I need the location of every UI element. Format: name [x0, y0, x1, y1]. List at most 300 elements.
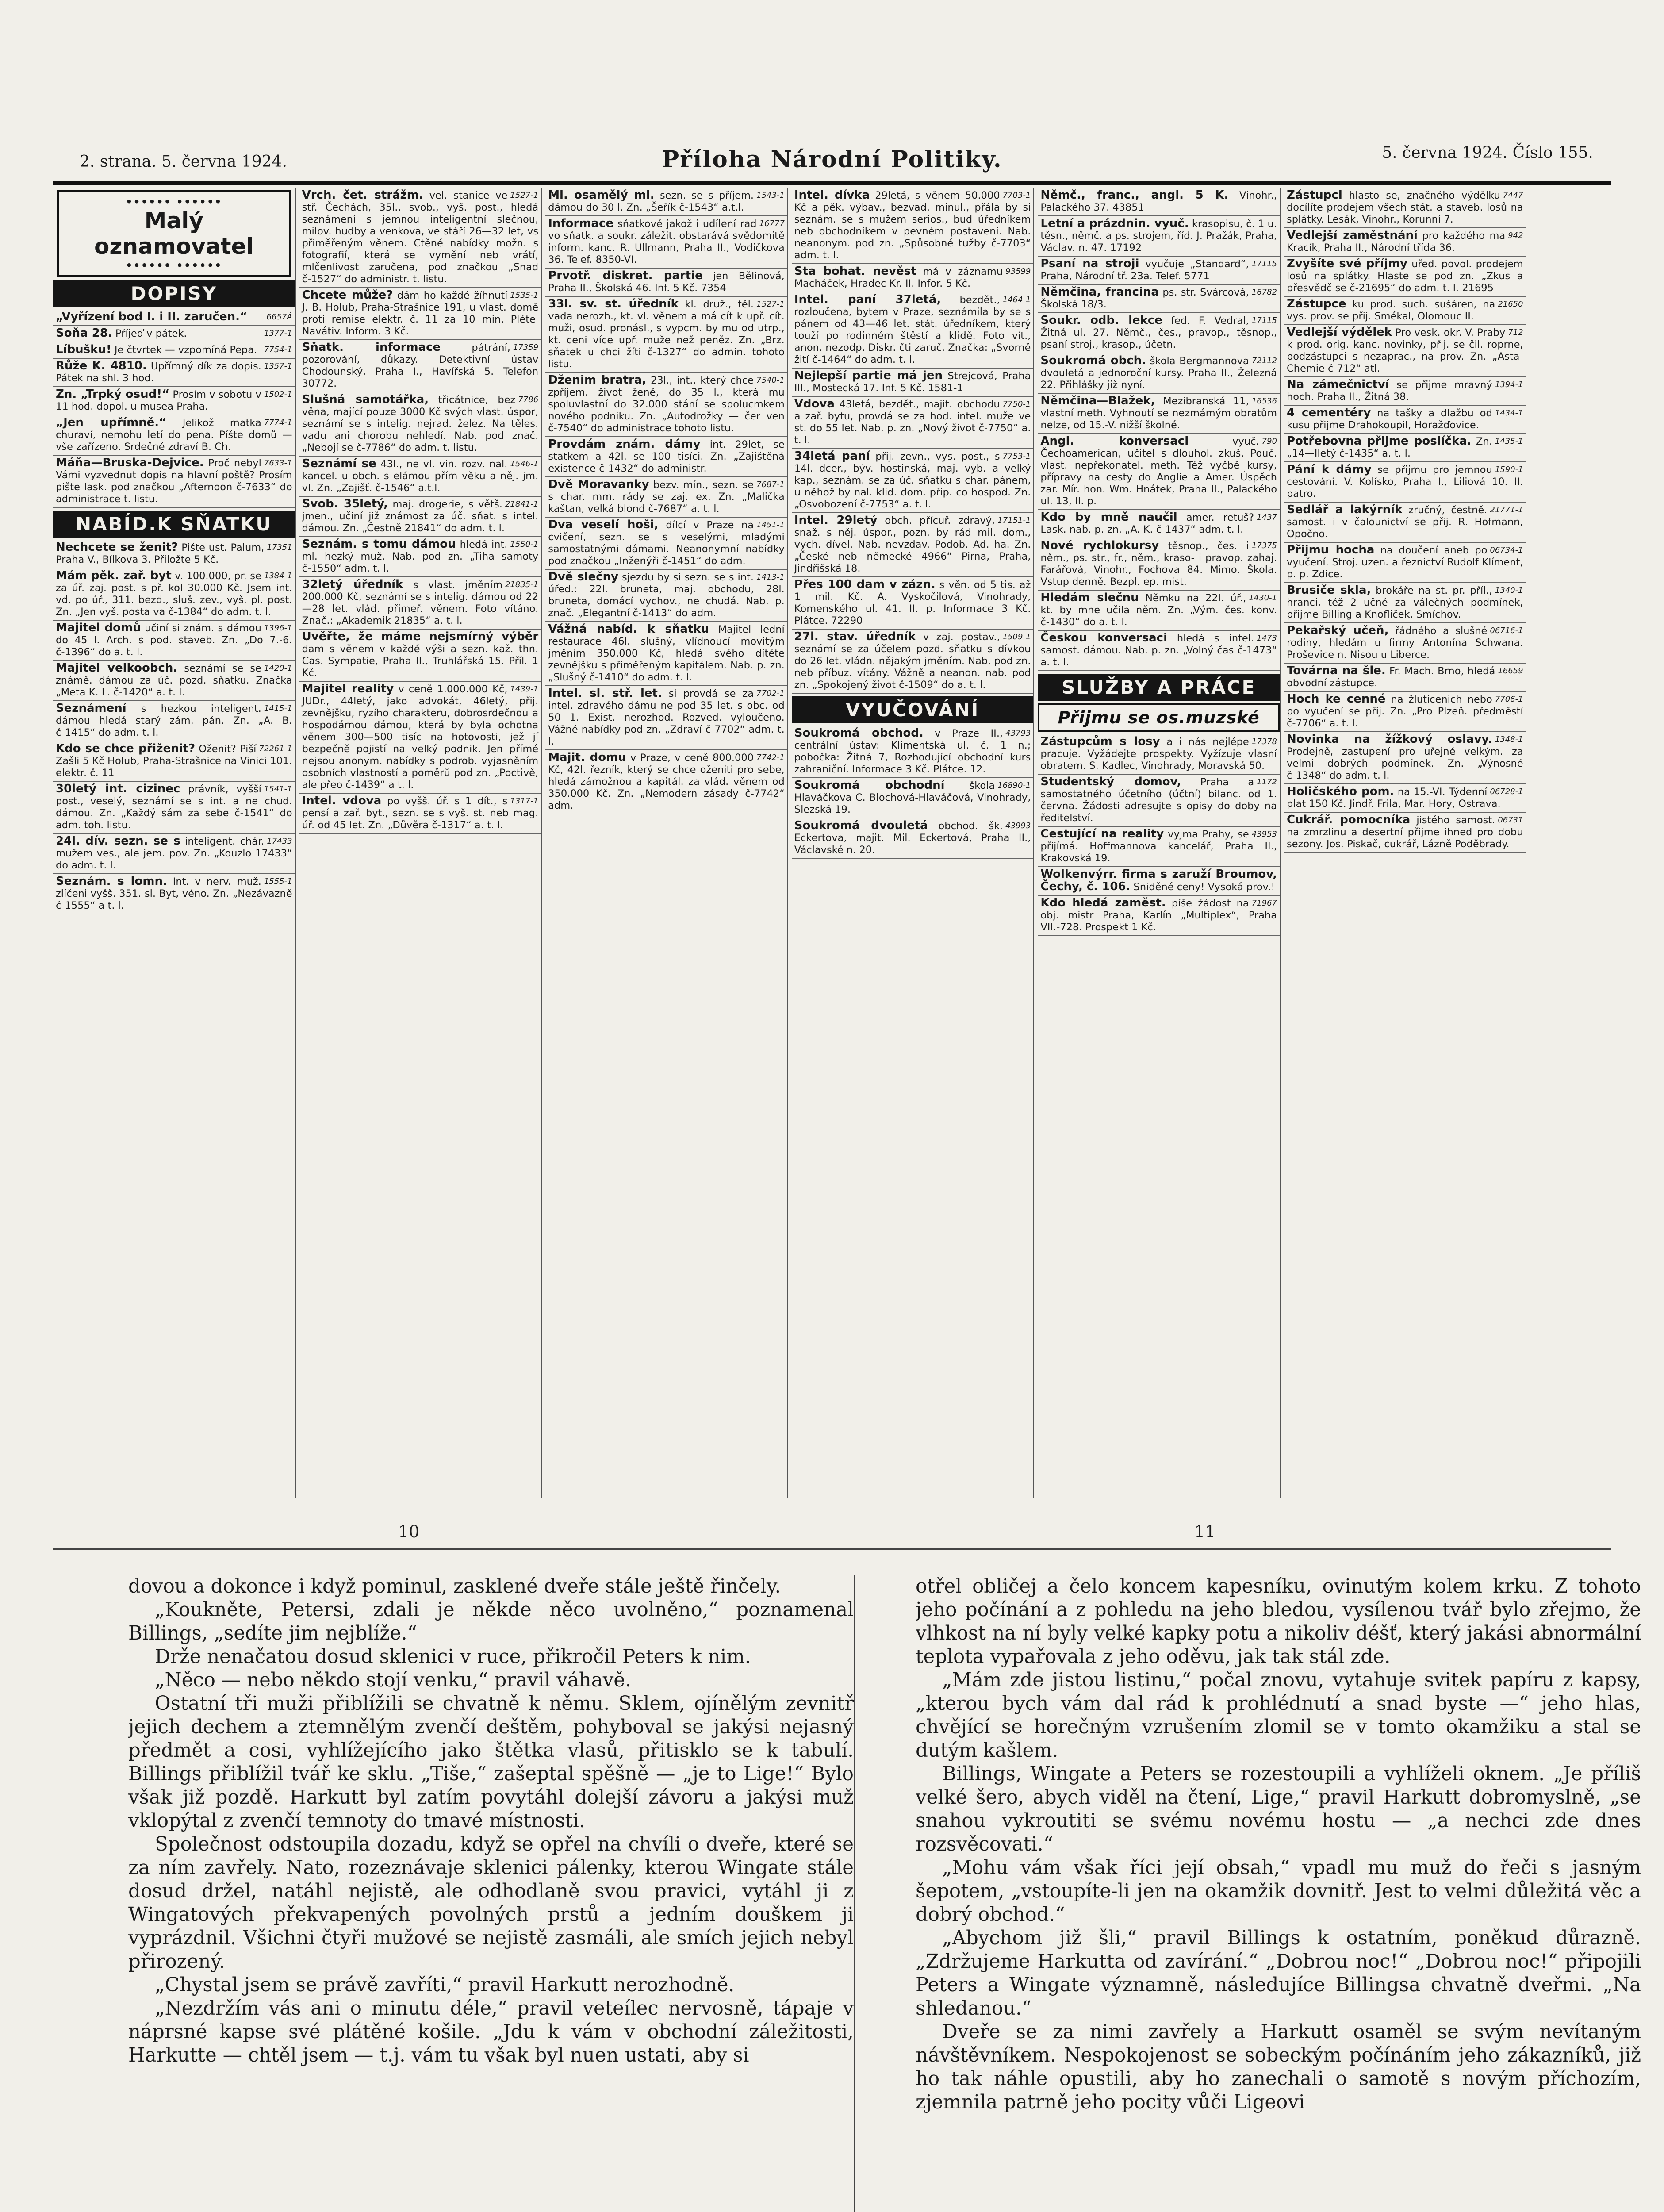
classified-ad [1284, 664, 1526, 692]
ad-code: 17115 [1251, 259, 1277, 269]
ad-body: zručný, čestně. samost. i v čalounictví se přij. R. Hofmann, Opočno. [1287, 504, 1523, 540]
ad-title: Intel. sl. stř. let. [548, 687, 662, 700]
classified-ad [1038, 510, 1280, 538]
classified-ad [53, 540, 295, 568]
ad-code: 21650 [1498, 300, 1523, 309]
classified-ad [545, 750, 787, 814]
ad-body: si provdá se za intel. zdravého dámu ne pod 35 let. s obc. od 50 1. Exist. nerozhod. Rozved. vyloučeno. Vážné nabídky pod zn. „Zdraví č-7702“ adm. t. l. [548, 688, 785, 747]
ad-code: 1509-1 [1002, 632, 1031, 641]
ad-code: 93599 [1005, 267, 1031, 276]
ad-title: Angl. konversaci [1040, 434, 1189, 448]
classified-ad [1284, 462, 1526, 503]
ad-body: v Praze, v ceně 800.000 Kč, 42l. řezník, který se chce oženiti pro sebe, hledá zámožnou a kapitál. za vlád. věnem od 350.000 Kč. Zn. „Nemodern zásady č-7742“ adm. [548, 752, 785, 811]
classified-ad [1038, 775, 1280, 827]
ad-title: Přes 100 dam v zázn. [794, 578, 936, 591]
classified-ad [1038, 827, 1280, 867]
ad-code: 17151-1 [997, 516, 1031, 525]
ad-code: 1543-1 [756, 191, 785, 200]
ad-code: 1413-1 [756, 572, 785, 582]
ad-code: 16777 [759, 219, 785, 228]
story-paragraph: Billings, Wingate a Peters se rozestoupili a vyhlíželi oknem. „Je příliš velké šero, abych viděl na čtení, Lige,“ pravil Harkutt dobromyslně, „se snahou vykroutiti se svému novému hostu — „a nechci zde dnes rozsvěcovati.“ [916, 1763, 1641, 1855]
classified-ad [1284, 188, 1526, 228]
page-number-left: 10 [398, 1522, 420, 1541]
ad-code: 21841-1 [505, 499, 539, 509]
ad-code: 1451-1 [756, 520, 785, 530]
classified-ad [792, 188, 1034, 264]
ad-code: 06734-1 [1490, 545, 1523, 555]
story-paragraph: Ostatní tři muži přiblížili se chvatně k němu. Sklem, ojínělým zevnitř jejich dechem a ztemnělým zvenčí deštěm, pohyboval se jakýsi nejasný předmět a cosi, vyhlížejícího jako štětka vlasů, přitisklo se k tabulí. Billings přiblížil tvář ke sklu. „Tiše,“ zašeptal spěšně — „je to Lige!“ Bylo však již pozdě. Harkutt byl zatím povytáhl dolejší závoru a jakýsi muž vklopýtal z zvenčí temnoty do tmavé místnosti. [128, 1693, 854, 1832]
ad-title: Slušná samotářka, [302, 393, 429, 406]
newspaper-title: Příloha Národní Politiky. [662, 146, 1002, 173]
story-paragraph: „Mohu vám však říci její obsah,“ vpadl mu muž do řeči s jasným šepotem, „vstoupíte-li jen na okamžik dovnitř. Jest to velmi důležitá věc a dobrý obchod.“ [916, 1857, 1641, 1926]
ad-code: 790 [1261, 437, 1277, 446]
ad-code: 7447 [1503, 191, 1523, 200]
ad-title: Pekařský učeň, [1287, 624, 1389, 637]
page-number-right: 11 [1194, 1522, 1216, 1541]
ad-title: Intel. 29letý [794, 514, 878, 527]
classified-ad [1284, 543, 1526, 583]
ad-code: 21771-1 [1490, 505, 1523, 515]
classified-ad [545, 269, 787, 297]
classified-ad [1038, 867, 1280, 896]
classified-ad [53, 621, 295, 661]
story-column-left [128, 1575, 854, 2212]
ad-title: Svob. 35letý, [302, 497, 388, 511]
ad-body: kl. druž., těl. vada nerozh., kt. vl. věnem a má cít k upř. cít. muži, osud. pronásl., s vypcm. by mu od utrp., kt. ceni více upř. muže než peněz. Zn. „Brz. sňatek u chci žíti č-1327“ do admin. tohoto listu. [548, 299, 785, 370]
ad-body: dám ho každé žíhnutí J. B. Holub, Praha-Strašnice 191, u vlast. domě proti remise elektr. č. 11 za 10 min. Plétel Navátiv. Inform. 3 Kč. [302, 290, 539, 337]
classified-ad [792, 778, 1034, 818]
classified-ad [299, 457, 541, 497]
ad-body: 43l., ne vl. vin. rozv. nal. kancel. u obch. s elámou přím věku a něj. jm. vl. Zn. „Zajišť. č-1546“ a.t.l. [302, 458, 539, 494]
ad-code: 16782 [1251, 288, 1277, 297]
section-masthead [57, 190, 291, 277]
ad-body: na doučení aneb po vyučení. Stroj. uzen. a řeznictví Rudolf Klíment, p. p. Zdice. [1287, 545, 1523, 580]
masthead-line: Malý [144, 208, 203, 234]
ad-body: Pište ust. Palum, Praha V., Bílkova 3. Přiložte 5 Kč. [56, 542, 265, 565]
ad-code: 1357-1 [264, 361, 292, 371]
ad-code: 16536 [1251, 396, 1277, 406]
ad-body: třicátnice, bez věna, mající pouze 3000 Kč svých vlast. úspor, seznámí se s intelig. nejrad. želez. Na těles. vadu ani chorobu nehledí. Nab. pod znač. „Nebojí se č-7786“ do adm. t. listu. [302, 394, 539, 453]
ad-title: Intel. paní 37letá, [794, 293, 941, 306]
ad-code: 7687-1 [756, 480, 785, 489]
ad-title: Wolkenvýrr. firma s zaruží Broumov, Čechy, č. 106. [1040, 868, 1277, 893]
ad-code: 1434-1 [1495, 408, 1523, 418]
classified-ad [1038, 434, 1280, 510]
ad-title: Zvyšíte své příjmy [1287, 257, 1407, 270]
ad-code: 06731 [1498, 815, 1523, 825]
masthead-dots: •••••• •••••• [126, 259, 222, 272]
ad-title: Dvě Moravanky [548, 478, 649, 491]
ad-body: Jelikož matka churaví, nemohu letí do pena. Píšte domů — vše zařízeno. Srdečné zdraví B. Ch. [56, 417, 292, 453]
classified-ad [1284, 325, 1526, 377]
section-banner: VYUČOVÁNÍ [792, 696, 1034, 723]
ad-code: 1377-1 [264, 329, 292, 338]
story-paragraph: Drže nenačatou dosud sklenici v ruce, přikročil Peters k nim. [155, 1646, 751, 1668]
ad-body: řádného a slušné rodiny, hledám u firmy Antonína Schwana. Proševice n. Nisou u Liberce. [1287, 625, 1523, 661]
ad-title: Na zámečnictví [1287, 378, 1389, 391]
classified-ad [53, 661, 295, 701]
classified-ad [1284, 692, 1526, 732]
ad-body: Vinohr., Palackého 37. 43851 [1040, 190, 1277, 213]
ad-title: Majitel velkoobch. [56, 661, 178, 675]
classified-ad [53, 874, 295, 914]
ad-code: 16890-1 [997, 781, 1031, 790]
ad-title: Majitel domů [56, 621, 141, 634]
classified-ad [299, 288, 541, 340]
classified-ad [299, 340, 541, 392]
section-banner: NABÍD.K SŇATKU [53, 511, 295, 538]
divider-rule [53, 1548, 1611, 1550]
ad-title: Zn. „Trpký osud!“ [56, 388, 170, 401]
ad-body: dílcí v Praze na cvičení, sezn. se s veselými, mladými samostatnými dámami. Neanonymní nabídky pod značkou „Inženýři č-1451“ do adm. [548, 519, 785, 567]
ad-code: 72112 [1251, 356, 1277, 365]
ad-title: Intel. dívka [794, 188, 870, 202]
ad-code: 7702-1 [756, 689, 785, 698]
ad-title: „Vyřízení bod I. i II. zaručen.“ [56, 310, 248, 323]
classified-ad [299, 630, 541, 682]
ad-body: Proč nebyl Vámi vyzvednut dopis na hlavní poště? Prosím pište lask. pod značkou „Afternoon č-7633“ do administrace t. listu. [56, 457, 292, 505]
ad-body: v zaj. postav., seznámí se za účelem pozd. sňatku s dívkou do 26 let. vládn. nějakým jměním. Nab. pod zn. neb příbuz. vítány. Vážně a neanon. nab. pod zn. „Spokojený život č-1509“ do a. t. l. [794, 631, 1031, 691]
story-paragraph: „Mám zde jistou listinu,“ počal znovu, vytahuje svitek papíru z kapsy, „kterou bych vám dal rád k prohlédnutí a snad byste —“ jeho hlas, chvějící se horečným vzrušením zlomil se v tomto okamžiku a stal se dutým kašlem. [916, 1669, 1641, 1762]
classified-ad [792, 513, 1034, 577]
ad-title: 34letá paní [794, 449, 870, 463]
ad-title: Líbušku! [56, 343, 111, 356]
classified-ad [53, 415, 295, 456]
ad-title: Soukromá dvouletá [794, 819, 928, 832]
masthead-dots: •••••• •••••• [126, 196, 222, 208]
story-paragraph: Společnost odstoupila dozadu, když se opřel na chvíli o dveře, které se za ním zavřely. Nato, rozeznávaje sklenici pálenky, kterou Wingate stále dosud držel, natáhl nejistě, ale odhodlaně svou pravici, vytáhl ji z Wingatových překvapených povolných prstů a jedním douškem ji vyprázdnil. Všichni čtyři mužové se nejistě zasmáli, ale smích jejich nebyl přirozený. [128, 1833, 854, 1973]
ad-title: Majit. domu [548, 751, 626, 764]
ad-body: pro každého ma Kracík, Praha II., Národní třída 36. [1287, 230, 1506, 253]
classified-ad [1038, 896, 1280, 936]
ad-body: 43letá, bezdět., majit. obchodu a zař. bytu, provdá se za hod. intel. muže ve st. do 55 let. Nab. p. zn. „Nový život č-7750“ a. t. l. [794, 399, 1031, 446]
ad-code: 1541-1 [264, 784, 292, 794]
section-banner: DOPISY [53, 280, 295, 307]
ad-title: 33l. sv. st. úředník [548, 297, 679, 311]
ad-body: Oženit? Piší Zašli 5 Kč Holub, Praha-Strašnice na Vinici 101. elektr. č. 11 [56, 743, 292, 779]
ad-body: s věn. od 5 tis. až 1 mil. Kč. A. Vyskočilová, Vinohrady, Komenského ul. 41. II. p. Informace 3 Kč. Plátce. 72290 [794, 579, 1031, 626]
ad-title: Seznám. s lomn. [56, 875, 167, 888]
ad-title: Dva veselí hoši, [548, 518, 659, 531]
ad-body: a i nás nejlépe pracuje. Vyžádejte prospekty. Vyžízuje vlasní obratem. S. Kadlec, Vinohrady, Moravská 50. [1040, 736, 1277, 772]
page-numbers [0, 1522, 1664, 1548]
ad-code: 1535-1 [510, 291, 539, 300]
ad-code: 43953 [1251, 830, 1277, 839]
classified-ad [545, 297, 787, 373]
ad-body: hledá s intel. samost. dámou. Nab. p. zn. „Volný čas č-1473“ a. t. l. [1040, 633, 1277, 668]
story-paragraph: „Nezdržím vás ani o minutu déle,“ pravil veteílec nervosně, tápaje v náprsné kapse své plátěné košile. „Jdu k vám v obchodní záležitosti, Harkutte — chtěl jsem — t.j. vám tu však byl nuen ustati, aby si [128, 1997, 854, 2066]
ad-title: Hoch ke cenné [1287, 692, 1386, 706]
ad-body: píše žádost na obj. mistr Praha, Karlín „Multiplex“, Praha VII.-728. Prospekt 1 Kč. [1040, 898, 1277, 933]
ad-code: 17378 [1251, 737, 1277, 746]
ad-title: Dženim bratra, [548, 373, 647, 387]
ad-code: 7703-1 [1002, 191, 1031, 200]
ad-body: 29letá, s věnem 50.000 Kč a pěk. výbav., bezvad. minul., přála by si seznám. se s mužem serios., bud úředníkem neb obchodníkem v pevném postavení. Nab. neanonym. pod zn. „Spůsobné tužby č-7703“ adm. t. l. [794, 190, 1031, 261]
ad-body: Je čtvrtek — vzpomíná Pepa. [114, 344, 257, 356]
ad-title: Seznámení [56, 702, 127, 715]
ad-code: 942 [1508, 231, 1523, 240]
ad-title: Letní a prázdnin. vyuč. [1040, 217, 1189, 230]
ad-title: Provdám znám. dámy [548, 438, 701, 451]
page-header [53, 142, 1611, 181]
ad-body: Prosím v sobotu v 11 hod. dopol. u musea Praha. [56, 389, 261, 412]
ad-title: Dvě slečny [548, 570, 619, 584]
ad-body: bezdět., rozloučena, bytem v Praze, seznámila by se s pánem od 43—46 let. stát. úředníkem, který touží po rodinném štěstí a klidě. Foto vít., anon. nezodp. Diskr. čti zaruč. Značka: „Svorně žití č-1464“ do adm. t. l. [794, 294, 1031, 365]
classified-ad [792, 264, 1034, 292]
ad-body: pátrání, pozorování, důkazy. Detektivní ústav Chodounský, Praha I., Havířská 5. Telefon 30772. [302, 342, 539, 389]
ad-title: Zástupce [1287, 297, 1346, 311]
ads-column [545, 188, 788, 1498]
ad-title: Kdo hledá zaměst. [1040, 896, 1166, 910]
ad-title: Brusiče skla, [1287, 584, 1371, 597]
ad-body: obchod. šk. Eckertova, majit. Mil. Eckertová, Praha II., Václavské n. 20. [794, 820, 1031, 856]
ad-title: Sňatk. informace [302, 341, 441, 354]
ad-title: Intel. vdova [302, 794, 382, 807]
classified-ad [1038, 285, 1280, 313]
classified-ad [299, 682, 541, 794]
ad-code: 1550-1 [510, 540, 539, 549]
ad-body: vyuč. Čechoamerican, učitel s dlouhol. zkuš. Pouč. vlast. nepřekonatel. meth. Též vyčbě kursy, přípravy na cesty do Anglie a Amer. Úspěch zar. Mír. hon. Wm. Hnátek, Praha II., Palackého ul. 13, II. p. [1040, 436, 1277, 507]
ad-code: 1435-1 [1495, 437, 1523, 446]
classified-ad [299, 577, 541, 630]
ad-body: jen Bělinová, Praha II., Školská 46. Inf. 5 Kč. 7354 [548, 270, 785, 294]
ad-code: 712 [1508, 328, 1523, 337]
ad-code: 6657Á [266, 312, 292, 322]
classified-ad [1284, 503, 1526, 543]
ad-code: 1439-1 [510, 684, 539, 694]
classified-ad [545, 373, 787, 437]
ad-code: 1430-1 [1249, 593, 1277, 603]
ad-title: Továrna na šle. [1287, 664, 1386, 677]
classified-ad [53, 741, 295, 782]
ad-code: 7754-1 [264, 345, 292, 354]
ad-title: Potřebovna přijme poslíčka. [1287, 434, 1472, 448]
classified-ad [53, 387, 295, 415]
ad-title: Vážná nabíd. k sňatku [548, 622, 709, 636]
ad-body: v. 100.000, pr. se za úř. zaj. post. s př. kol 30.000 Kč. Jsem int. vd. po úř., 311. bezd., sluš. zev., vyš. pl. post. Zn. „Jen vyš. posta va č-1384“ do adm. t. l. [56, 570, 292, 618]
ad-title: Vedlejší zaměstnání [1287, 229, 1418, 242]
ad-code: 43993 [1005, 821, 1031, 830]
classified-ad [1038, 394, 1280, 434]
ad-title: Soukromá obchodní [794, 779, 945, 792]
ad-title: Psaní na stroji [1040, 257, 1139, 270]
ad-title: Přijmu hocha [1287, 543, 1375, 557]
ad-title: Ml. osamělý ml. [548, 188, 655, 202]
ad-code: 1317-1 [510, 796, 539, 806]
ad-title: Máňa—Bruska-Dejvice. [56, 456, 204, 469]
ad-body: Zn. „14—Iletý č-1435“ a. t. l. [1287, 436, 1492, 459]
ad-body: Majitel lední restaurace 46l. slušný, vlídnoucí movitým jměním 350.000 Kč, hledá svého dítěte zevnějšku s přiměřeným kapitálem. Nab. p. zn. „Slušný č-1410“ do adm. t. l. [548, 624, 785, 683]
classified-ad [1038, 538, 1280, 591]
ad-code: 1384-1 [264, 571, 292, 580]
ad-title: Vedlejší výdělek [1287, 326, 1392, 339]
ad-title: Prvotř. diskret. partie [548, 269, 703, 282]
classified-ad [545, 622, 787, 686]
classified-ad [792, 818, 1034, 859]
classified-ad [53, 782, 295, 834]
ad-title: Zástupcům s losy [1040, 735, 1160, 748]
ad-title: 27l. stav. úředník [794, 630, 916, 643]
ad-title: Kdo se chce přiženit? [56, 742, 196, 755]
ad-code: 1555-1 [264, 877, 292, 886]
ad-title: Nechcete se ženit? [56, 541, 178, 554]
ads-column [53, 188, 296, 1498]
masthead-line: oznamovatel [94, 234, 254, 259]
ad-code: 1396-1 [264, 623, 292, 633]
ad-code: 1437 [1257, 513, 1277, 522]
ad-body: s hezkou inteligent. dámou hledá starý zám. pán. Zn. „A. B. č-1415“ do adm. t. l. [56, 703, 292, 738]
ad-body: int. 29let, se statkem a 42l. se 100 tisíci. Zn. „Zajištěná existence č-1432“ do administr. [548, 439, 785, 474]
classified-ad [53, 701, 295, 741]
story-paragraph: „Abychom již šli,“ pravil Billings k ostatním, poněkud důrazně. „Zdržujeme Harkutta od zavírání.“ „Dobrou noc!“ „Dobrou noc!“ připojili Peters a Wingate významně, následujíce Billingsa chvatně dveřmi. „Na shledanou.“ [916, 1927, 1641, 2020]
classified-ad [1038, 353, 1280, 394]
classified-ad [1284, 434, 1526, 462]
classified-ad [299, 392, 541, 457]
ad-title: Růže K. 4810. [56, 359, 147, 373]
classified-ad [792, 726, 1034, 778]
section-banner: SLUŽBY A PRÁCE [1038, 674, 1280, 701]
ad-title: Vdova [794, 397, 835, 411]
classified-ad [1284, 623, 1526, 664]
classified-ad [792, 630, 1034, 694]
ad-title: Soukromá obch. [1040, 354, 1146, 367]
classified-ad [545, 477, 787, 518]
ad-body: se přijme mravný hoch. Praha II., Žitná 38. [1287, 379, 1492, 403]
ad-body: právník, vyšší post., veselý, seznámí se s int. a ne chud. dámou. Zn. „Každý sám za sebe č-1541“ do adm. toh. listu. [56, 783, 292, 831]
story-paragraph: dovou a dokonce i když pominul, zasklené dveře stále ještě řinčely. [128, 1575, 781, 1598]
ad-code: 72261-1 [259, 744, 292, 753]
classified-ad [1284, 784, 1526, 813]
ad-body: obch. přícuř. zdravý, snaž. s něj. úspor., pozn. by rád mil. dom., vych. dível. Nab. nevzdav. Podob. Ad. ha. Zn. „České neb německé 4966“ Pirna, Praha, Jindřišská 18. [794, 515, 1031, 574]
ad-code: 1394-1 [1495, 380, 1523, 389]
header-rule [53, 181, 1611, 185]
ad-body: jistého samost. na zmrzlinu a desertní přijme ihned pro dobu sezony. Jos. Piskač, cukrář, Lázně Poděbrady. [1287, 814, 1523, 850]
ad-body: Upřímný dík za dopis. Pátek na shl. 3 hod. [56, 361, 261, 384]
ad-title: 32letý úředník [302, 578, 403, 591]
ads-column [1284, 188, 1526, 1498]
ad-code: 1527-1 [756, 300, 785, 309]
classified-ad [792, 292, 1034, 369]
ad-body: Mezibranská 11, vlastní meth. Vyhnoutí se nezmámým obratům nelze, od 15.-V. nižší školné. [1040, 396, 1277, 431]
ad-title: Českou konversaci [1040, 631, 1167, 645]
ad-code: 7742-1 [756, 753, 785, 762]
classified-ad [1038, 734, 1280, 775]
ad-code: 7706-1 [1495, 695, 1523, 704]
ad-code: 7786 [518, 395, 539, 404]
page-date-left: 2. strana. 5. června 1924. [80, 153, 287, 171]
ad-code: 1464-1 [1002, 295, 1031, 304]
ad-body: učiní si znám. s dámou do 45 l. Arch. s pod. staveb. Zn. „Do 7.-6. č-1396“ do a. t. l. [56, 622, 292, 658]
ad-title: Němčina, francina [1040, 285, 1159, 299]
ad-title: Němčina—Blažek, [1040, 394, 1155, 407]
classified-ad [1038, 591, 1280, 631]
classified-ad [1038, 313, 1280, 353]
ad-code: 16659 [1498, 666, 1523, 676]
ad-title: Soukromá obchod. [794, 726, 924, 740]
ad-body: krasopisu, č. 1 u. těsn., němč. a ps. strojem, říd. J. Pražák, Praha, Václav. n. 47. 17192 [1040, 218, 1277, 253]
classified-ad [1284, 583, 1526, 623]
ad-code: 7753-1 [1002, 452, 1031, 461]
classified-ad [299, 794, 541, 834]
ad-body: Pro vesk. okr. V. Praby k prod. orig. kanc. novinky, přij. se čil. roprne, podzástupci s nezaprac., na prov. Zn. „Asta-Chemie č-712“ atl. [1287, 327, 1523, 374]
classified-ad [53, 568, 295, 621]
classified-ad [792, 369, 1034, 397]
classified-ad [1284, 377, 1526, 406]
classified-ad [545, 216, 787, 269]
ad-body: sezn. se s příjem. dámou do 30 l. Zn. „Šeřík č-1543“ a.t.l. [548, 190, 754, 213]
ad-body: Int. v nerv. muž. zlíčeni vyšš. 351. sl. Byt, véno. Zn. „Nezávazně č-1555“ a t. l. [56, 876, 292, 911]
ad-body: fed. F. Vedral, Žitná ul. 27. Němč., čes., pravop., těsnop., psaní stroj., krasop., účetn. [1040, 315, 1277, 350]
classified-ad [792, 397, 1034, 449]
ad-body: ps. str. Svárcová, Školská 18/3. [1040, 287, 1249, 310]
classified-ad [1038, 216, 1280, 257]
ad-code: 06716-1 [1490, 626, 1523, 635]
story-paragraph: otřel obličej a čelo koncem kapesníku, ovinutým kolem krku. Z tohoto jeho počínání a z pohledu na jeho bledou, vysílenou tvář bylo zřejmo, že vlhkost na ní byly velké kapky potu a nikoliv déšť, který jakási abnormální teplota vypařovala z jeho oděvu, jak tak stál zde. [916, 1575, 1641, 1668]
story-column-right [916, 1575, 1641, 2212]
classified-ad [1284, 732, 1526, 784]
ad-title: Seznámí se [302, 457, 376, 470]
classified-ad [299, 497, 541, 537]
ad-title: Pání k dámy [1287, 463, 1372, 476]
classified-ad [53, 359, 295, 387]
classified-ad [53, 326, 295, 342]
ad-title: Majitel reality [302, 682, 394, 695]
ads-column [792, 188, 1035, 1498]
ad-body: sjezdu by si sezn. se s int. úřed.: 22l. bruneta, maj. obchodu, 28l. bruneta, domácí vychov., ne chudá. Nab. p. znač. „Elegantní č-1413“ do adm. [548, 572, 785, 619]
ad-code: 17359 [513, 343, 539, 352]
classified-ad [545, 518, 787, 570]
ad-body: inteligent. chár. mužem ves., ale jem. pov. Zn. „Kouzlo 17433“ do adm. t. l. [56, 836, 292, 871]
classified-ad [1284, 257, 1526, 297]
classified-ad [299, 537, 541, 577]
ad-body: ku prod. such. sušáren, na vys. prov. se přij. Smékal, Olomouc II. [1287, 299, 1495, 322]
classified-ad [545, 188, 787, 216]
ad-body: amer. retuš? Lask. nab. p. zn. „A. K. č-1437“ adm. t. l. [1040, 512, 1254, 535]
story-paragraph: „Chystal jsem se právě zavříti,“ pravil Harkutt nerozhodně. [155, 1974, 735, 1996]
ad-code: 7750-1 [1002, 399, 1031, 409]
ad-code: 06728-1 [1490, 787, 1523, 796]
ad-body: Sniděné ceny! Vysoká prov.! [1133, 881, 1275, 893]
story-paragraph: „Něco — nebo někdo stojí venku,“ pravil váhavě. [155, 1669, 631, 1691]
ad-code: 17115 [1251, 316, 1277, 325]
ad-code: 7774-1 [264, 418, 292, 427]
ad-body: na žluticenich nebo po vyučení se přij. Zn. „Pro Plzeň. předměstí č-7706“ a. t. l. [1287, 694, 1523, 729]
ad-body: Příjeď v pátek. [115, 328, 187, 339]
ad-code: 17351 [267, 543, 292, 552]
ad-body: na 15.-VI. Týdenní plat 150 Kč. Jindř. Frila, Mar. Hory, Ostrava. [1287, 786, 1501, 810]
ads-column [1038, 188, 1281, 1498]
ad-title: Kdo by mně naučil [1040, 511, 1177, 524]
ad-body: Prodejně, zastupení pro uřejné velkým. za velmi dobrých podmínek. Zn. „Výnosné č-1348“ do adm. t. l. [1287, 746, 1523, 781]
ad-title: 24l. dív. sezn. se s [56, 834, 180, 848]
ad-title: Chcete může? [302, 288, 393, 302]
ads-column [299, 188, 542, 1498]
classified-ad [53, 342, 295, 359]
ad-code: 7540-1 [756, 376, 785, 385]
ad-body: v ceně 1.000.000 Kč, JUDr., 44letý, jako advokát, 46letý, přij. zevnějšku, ryzího charakteru, dobrosrdečnou a hospodárnou dámou, která by byla ochotna věnem 300—500 tisíc na hotovosti, jež jí bezpečně pojistí na velký podnik. Jen přímé nejsou anonym. nabídky s podrob. vyjasněním osobních vlastností a poměrů pod zn. „Poctivě, ale přeo č-1439“ a t. l. [302, 684, 539, 791]
ad-code: 1348-1 [1495, 735, 1523, 744]
ad-code: 71967 [1251, 899, 1277, 908]
ad-body: po vyšš. úř. s 1 dít., s pensí a zař. byt., sezn. se s vyš. st. neb mag. úř. od 45 let. Zn. „Důvěra č-1317“ a. t. l. [302, 795, 539, 831]
ad-title: Holičského pom. [1287, 785, 1394, 798]
classified-ad [1284, 406, 1526, 434]
ad-title: Němč., franc., angl. 5 K. [1040, 188, 1229, 202]
ad-title: Sta bohat. nevěst [794, 265, 916, 278]
ad-title: Novinka na žížkový oslavy. [1287, 733, 1492, 746]
ad-title: Soukr. odb. lekce [1040, 314, 1162, 327]
ad-body: hledá int. ml. hezký muž. Nab. pod zn. „Tiha samoty č-1550“ adm. t. l. [302, 539, 539, 574]
ad-title: 4 cementéry [1287, 406, 1371, 419]
